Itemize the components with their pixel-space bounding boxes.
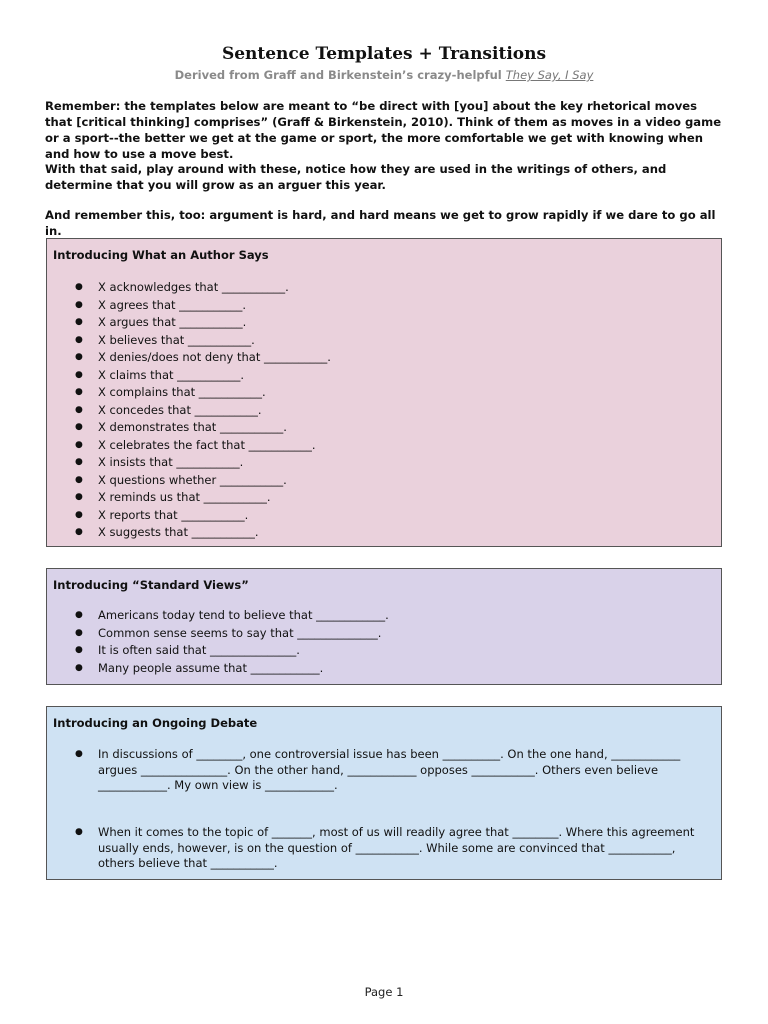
- list-item: ● X suggests that ___________.: [47, 524, 721, 542]
- book-title: They Say, I Say: [505, 68, 594, 82]
- author-says-box: [46, 238, 722, 547]
- list-item: ● Common sense seems to say that ______________.: [47, 625, 721, 643]
- list-item: ● X acknowledges that ___________.: [47, 279, 721, 297]
- document-title: Sentence Templates + Transitions: [221, 44, 547, 64]
- list-item: ● X claims that ___________.: [47, 367, 721, 385]
- list-item: ● When it comes to the topic of _______, most of us will readily agree that ________. Where this agreement usually ends, however, is on the question of ___________. While some are convinced that ___________, others believe that ___________.: [47, 825, 721, 872]
- list-item: ● X agrees that ___________.: [47, 297, 721, 315]
- document-subtitle: [0, 68, 768, 82]
- list-item: ● X believes that ___________.: [47, 332, 721, 350]
- ongoing-debate-list-2: [47, 825, 721, 872]
- list-item: ● Many people assume that ____________.: [47, 660, 721, 678]
- standard-views-box: [46, 568, 722, 685]
- author-says-title: Introducing What an Author Says: [53, 248, 269, 262]
- list-item: ● X demonstrates that ___________.: [47, 419, 721, 437]
- list-item: ● X argues that ___________.: [47, 314, 721, 332]
- list-item: ● Americans today tend to believe that ____________.: [47, 607, 721, 625]
- page-number: Page 1: [364, 985, 404, 999]
- list-item: ● X complains that ___________.: [47, 384, 721, 402]
- list-item: ● In discussions of ________, one controversial issue has been __________. On the one hand, ____________ argues _______________. On the other hand, ____________ opposes ___________. Others even believe ____________. My own view is ____________.: [47, 747, 721, 794]
- ongoing-debate-title: Introducing an Ongoing Debate: [53, 716, 258, 730]
- list-item: ● It is often said that _______________.: [47, 642, 721, 660]
- ongoing-debate-box: [46, 706, 722, 880]
- ongoing-debate-list: [47, 747, 721, 794]
- list-item: ● X denies/does not deny that ___________.: [47, 349, 721, 367]
- list-item: ● X concedes that ___________.: [47, 402, 721, 420]
- list-item: ● X reports that ___________.: [47, 507, 721, 525]
- list-item: ● X questions whether ___________.: [47, 472, 721, 490]
- list-item: ● X insists that ___________.: [47, 454, 721, 472]
- author-says-list: [47, 279, 721, 542]
- list-item: ● X celebrates the fact that ___________.: [47, 437, 721, 455]
- intro-paragraph-3: And remember this, too: argument is hard, and hard means we get to grow rapidly if we dare to go all in.: [45, 208, 716, 238]
- intro-paragraph-1: Remember: the templates below are meant to “be direct with [you] about the key rhetorical moves that [critical thinking] comprises” (Graff & Birkenstein, 2010). Think of them as moves in a video game or a sport--the better we get at the game or sport, the more comfortable we get with knowing when and how to use a move best.: [45, 99, 722, 161]
- standard-views-title: Introducing “Standard Views”: [53, 578, 249, 592]
- subtitle-text: Derived from Graff and Birkenstein’s crazy-helpful: [174, 68, 506, 82]
- intro-paragraph-2: With that said, play around with these, notice how they are used in the writings of others, and determine that you will grow as an arguer this year.: [45, 162, 667, 192]
- standard-views-list: [47, 607, 721, 677]
- list-item: ● X reminds us that ___________.: [47, 489, 721, 507]
